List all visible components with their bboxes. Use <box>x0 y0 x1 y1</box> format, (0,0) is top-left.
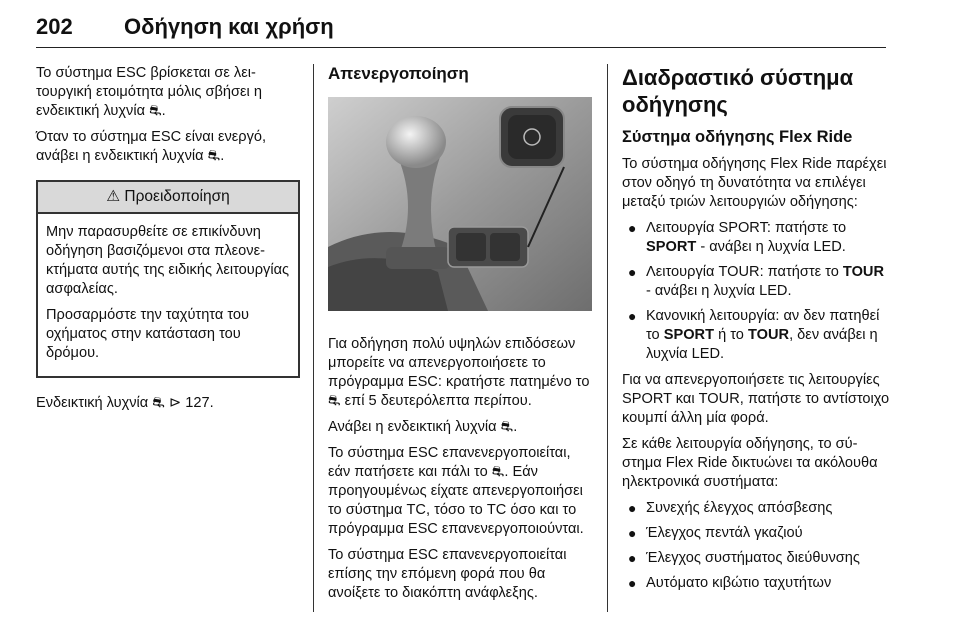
column-1 <box>36 64 300 420</box>
paragraph: Το σύστημα ESC επανενεργοποιείται, εάν πατήσετε και πάλι το ⛐. Εάν προηγουμένως είχατε απενεργοποιήσει το σύστημα TC, τόσο το TC όσο και το πρόγραμμα ESC επανενεργοποιούνται. <box>328 445 584 537</box>
chapter-title: Διαδραστικό σύστημα οδήγησης <box>622 65 854 117</box>
paragraph: Το σύστημα ESC επανενεργοποιείται επίσης την επόμενη φορά που θα ανοίξετε το διακόπτη ανάφλεξης. <box>328 547 567 601</box>
list-item: ● Αυτόματο κιβώτιο ταχυτήτων <box>628 575 832 591</box>
paragraph: Ενδεικτική λυχνία ⛐ ⊳ 127. <box>36 395 214 411</box>
bullet-icon: ● <box>628 264 637 280</box>
list-item: ● Έλεγχος πεντάλ γκαζιού <box>628 525 803 541</box>
section-subtitle: Σύστημα οδήγησης Flex Ride <box>622 128 853 146</box>
paragraph: Το σύστημα ESC βρίσκεται σε λειτουργική ετοιμότητα μόλις σβήσει η ενδεικτική λυχνία ⛐. <box>36 65 262 119</box>
systems-list <box>622 499 892 593</box>
header-rule <box>36 47 886 48</box>
bullet-icon: ● <box>628 500 637 516</box>
list-item: ● Έλεγχος συστήματος διεύθυνσης <box>628 550 860 566</box>
paragraph: Σε κάθε λειτουργία οδήγησης, το σύστημα Flex Ride δικτυώνει τα ακόλουθα ηλεκτρονικά συστήματα: <box>622 436 878 490</box>
paragraph: Το σύστημα οδήγησης Flex Ride παρέχει στον οδηγό τη δυνατότητα να επιλέγει μεταξύ τριών λειτουργιών οδήγησης: <box>622 156 887 210</box>
list-item: ● Λειτουργία TOUR: πατήστε το TOUR - ανάβει η λυχνία LED. <box>628 264 885 299</box>
page-header <box>36 14 886 48</box>
warning-triangle-icon: ⚠ <box>106 188 121 205</box>
paragraph: Όταν το σύστημα ESC είναι ενεργό, ανάβει η ενδεικτική λυχνία ⛐. <box>36 129 267 164</box>
list-item: ● Συνεχής έλεγχος απόσβεσης <box>628 500 833 516</box>
bullet-icon: ● <box>628 550 637 566</box>
paragraph: Για να απενεργοποιήσετε τις λειτουργίες SPORT και TOUR, πατήστε το αντίστοιχο κουμπί άλλη μία φορά. <box>622 372 890 426</box>
column-3 <box>622 64 892 600</box>
warning-body <box>38 214 298 376</box>
esc-switch-photo <box>328 97 592 311</box>
bullet-icon: ● <box>628 575 637 591</box>
bullet-icon: ● <box>628 525 637 541</box>
warning-paragraph: Προσαρμόστε την ταχύτητα του οχήματος στην κατάσταση του δρόμου. <box>46 307 250 361</box>
paragraph: Ανάβει η ενδεικτική λυχνία ⛐. <box>328 419 518 435</box>
list-item: ● Κανονική λειτουργία: αν δεν πατηθεί το SPORT ή το TOUR, δεν ανάβει η λυχνία LED. <box>628 308 880 362</box>
column-divider <box>607 64 608 612</box>
bullet-icon: ● <box>628 220 637 236</box>
page-title: Οδήγηση και χρήση <box>124 14 334 39</box>
paragraph: Για οδήγηση πολύ υψηλών επιδόσεων μπορείτε να απενεργοποιήσετε το πρόγραμμα ESC: κρατήστε πατημένο το ⛐ επί 5 δευτερόλεπτα περίπου. <box>328 336 590 409</box>
column-divider <box>313 64 314 612</box>
list-item: ● Λειτουργία SPORT: πατήστε το SPORT - ανάβει η λυχνία LED. <box>628 220 847 255</box>
section-title: Απενεργοποίηση <box>328 64 469 83</box>
column-2 <box>328 64 592 610</box>
modes-list <box>622 219 892 364</box>
warning-title: Προειδοποίηση <box>124 188 230 205</box>
warning-paragraph: Μην παρασυρθείτε σε επικίνδυνη οδήγηση βασιζόμενοι στα πλεονεκτήματα αυτής της ειδικής λειτουργίας ασφαλείας. <box>46 224 290 297</box>
warning-box <box>36 180 300 378</box>
bullet-icon: ● <box>628 308 637 324</box>
page-number: 202 <box>36 14 73 39</box>
warning-header <box>38 182 298 214</box>
